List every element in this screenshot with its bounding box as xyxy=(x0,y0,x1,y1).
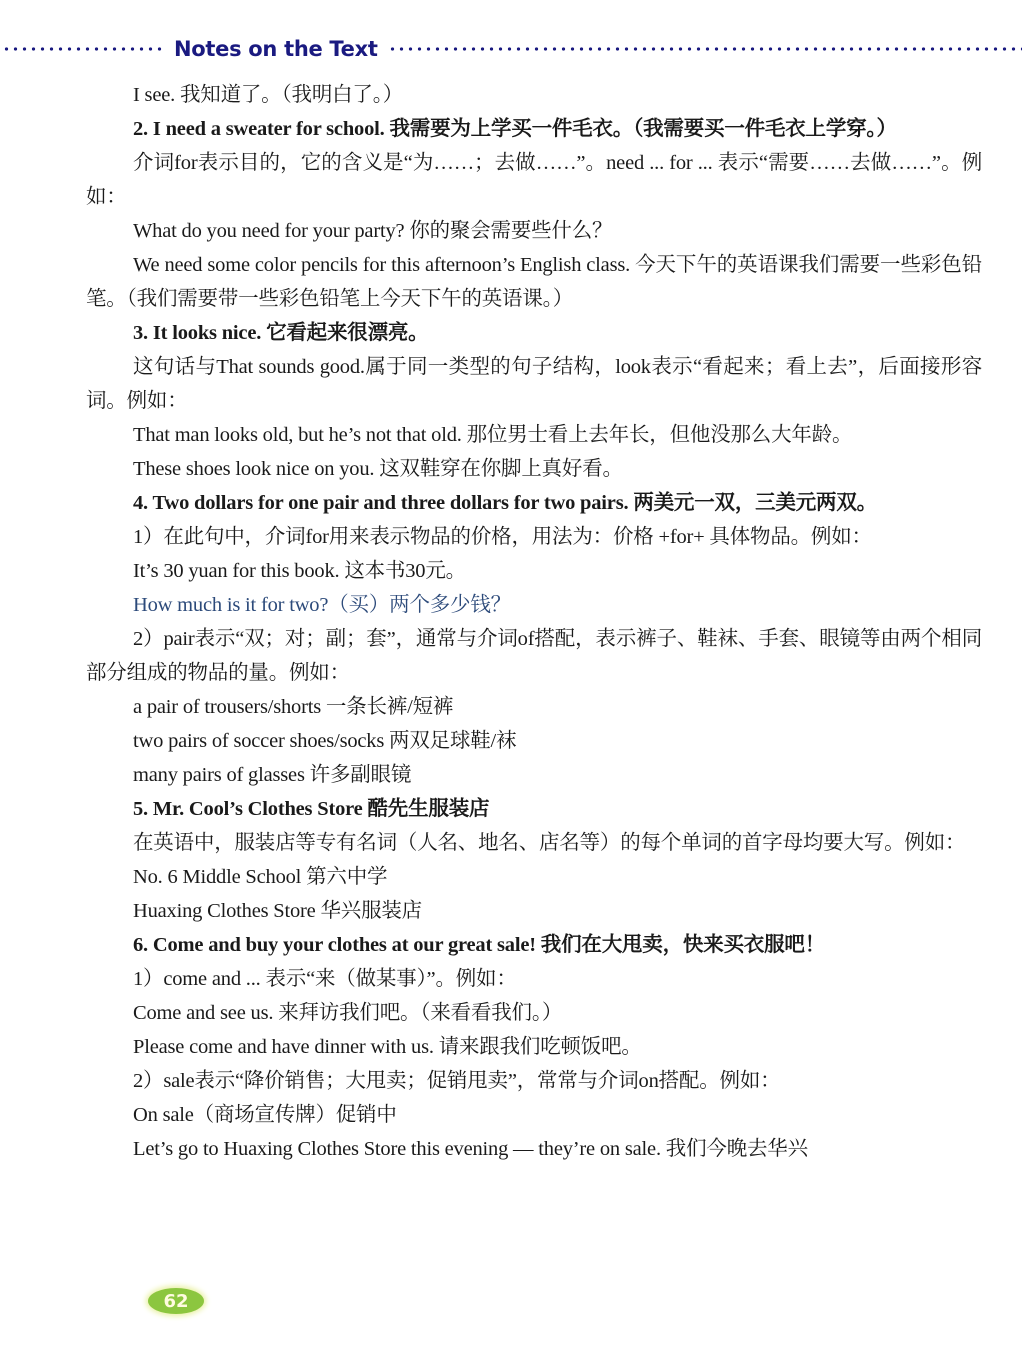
note-heading: 6. Come and buy your clothes at our great sale! 我们在大甩卖，快来买衣服吧！ xyxy=(133,934,825,956)
page-number-badge: 62 xyxy=(148,1288,204,1314)
note-text: On sale（商场宣传牌）促销中 xyxy=(133,1104,397,1126)
note-text: 2）sale表示“降价销售；大甩卖；促销甩卖”，常常与介词on搭配。例如： xyxy=(133,1070,781,1092)
note-text: 这句话与That sounds good.属于同一类型的句子结构，look表示“看起来；看上去”，后面接形容词。例如： xyxy=(86,356,982,412)
note-text: It’s 30 yuan for this book. 这本书30元。 xyxy=(133,560,466,582)
note-heading: 2. I need a sweater for school. 我需要为上学买一件毛衣。（我需要买一件毛衣上学穿。） xyxy=(133,118,897,140)
note-text: 介词for表示目的，它的含义是“为……；去做……”。need ... for ... 表示“需要……去做……”。例如： xyxy=(86,152,982,208)
note-text: These shoes look nice on you. 这双鞋穿在你脚上真好看。 xyxy=(133,458,623,480)
note-text: Huaxing Clothes Store 华兴服装店 xyxy=(133,900,422,922)
note-heading: 5. Mr. Cool’s Clothes Store 酷先生服装店 xyxy=(133,798,490,820)
note-text: What do you need for your party? 你的聚会需要些什么？ xyxy=(133,220,613,242)
note-text: 在英语中，服装店等专有名词（人名、地名、店名等）的每个单词的首字母均要大写。例如： xyxy=(133,832,966,854)
note-heading: 3. It looks nice. 它看起来很漂亮。 xyxy=(133,322,429,344)
note-text: two pairs of soccer shoes/socks 两双足球鞋/袜 xyxy=(133,730,517,752)
note-text: many pairs of glasses 许多副眼镜 xyxy=(133,764,412,786)
section-title: Notes on the Text xyxy=(174,37,378,61)
notes-body xyxy=(86,78,982,1166)
note-text: Come and see us. 来拜访我们吧。（来看看我们。） xyxy=(133,1002,563,1024)
note-text: Let’s go to Huaxing Clothes Store this evening — they’re on sale. 我们今晚去华兴 xyxy=(133,1138,808,1160)
note-heading: 4. Two dollars for one pair and three dollars for two pairs. 两美元一双，三美元两双。 xyxy=(133,492,877,514)
note-text: a pair of trousers/shorts 一条长裤/短裤 xyxy=(133,696,454,718)
note-text: 1）在此句中，介词for用来表示物品的价格，用法为：价格 +for+ 具体物品。例如： xyxy=(133,526,872,548)
note-text: No. 6 Middle School 第六中学 xyxy=(133,866,388,888)
note-text: I see. 我知道了。（我明白了。） xyxy=(133,84,404,106)
dotted-rule-left xyxy=(2,47,164,51)
note-text: How much is it for two?（买）两个多少钱？ xyxy=(133,594,511,616)
note-text: That man looks old, but he’s not that old. 那位男士看上去年长，但他没那么大年龄。 xyxy=(133,424,853,446)
section-header xyxy=(0,34,1024,64)
note-text: We need some color pencils for this afternoon’s English class. 今天下午的英语课我们需要一些彩色铅笔。（我们需要带一些彩色铅笔上今天下午的英语课。） xyxy=(86,254,982,310)
note-text: Please come and have dinner with us. 请来跟我们吃顿饭吧。 xyxy=(133,1036,642,1058)
note-text: 1）come and ... 表示“来（做某事）”。例如： xyxy=(133,968,517,990)
note-text: 2）pair表示“双；对；副；套”，通常与介词of搭配，表示裤子、鞋袜、手套、眼镜等由两个相同部分组成的物品的量。例如： xyxy=(86,628,982,684)
dotted-rule-right xyxy=(388,47,1022,51)
